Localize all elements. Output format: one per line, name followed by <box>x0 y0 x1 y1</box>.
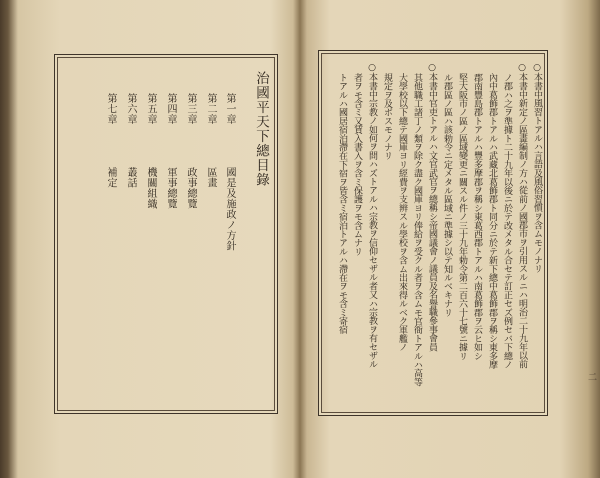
left-page-frame <box>54 54 278 414</box>
note-line: 堅大阪市ノ區ノ區域變更ニ關スル件ノ三十九年勅令第二百六十七號ニ據リ <box>457 73 467 361</box>
note-line: 郡南豐島郡トアルハ豐多摩郡ヲ稱シ東葛西郡トアルハ南葛飾郡ヲ云ヒ如シ <box>472 73 482 361</box>
chapter-number: 第四章 <box>165 93 176 125</box>
chapter-name: 補定 <box>105 167 116 188</box>
chapter-name: 叢話 <box>125 167 136 188</box>
note-line: 其他職工諸丁ノ類ヲ除ク盡ク國庫ヨリ俸給ヲ受クル者ヲ含ムモ官衙トアルハ高等 <box>412 73 422 387</box>
note-line: ○本書中風習トアルハ言語及風俗習慣ヲ含ムモノナリ <box>532 63 542 273</box>
note-line: 者ヲモ含ミ又賃入書入ヲ含ミ保護ヲモ含ムナリ <box>352 73 362 256</box>
chapter-name: 區畫 <box>205 167 216 188</box>
chapter-number: 第六章 <box>125 93 136 125</box>
toc-title: 治國平天下總目錄 <box>253 71 269 187</box>
note-line: トアルハ國居宿泊滯在下宿ヲ皆含ミ宿泊トアルハ滯在ヲモ含ミ寄宿 <box>337 73 347 335</box>
chapter-number: 第二章 <box>205 93 216 125</box>
chapter-number: 第五章 <box>145 93 156 125</box>
chapter-number: 第七章 <box>105 93 116 125</box>
note-line: ○本書中新定ノ區畫編制ノ方ハ從前ノ國郡市ヲ引用スルニハ明治二十九年以前 <box>517 63 527 369</box>
note-line: ○本書中官吏トアルハ文官武官ヲ總稱シ帝國議會ノ議員及名譽職參事會員 <box>427 63 437 352</box>
right-page <box>302 0 592 478</box>
note-line: ○本書中宗教ノ如何ヲ問ハズトアルハ宗教ヲ信仰セザル者又ハ宗教ヲ有セザル <box>367 63 377 369</box>
left-page <box>8 0 298 478</box>
chapter-name: 國是及施政ノ方針 <box>224 167 235 251</box>
note-line: 內中葛飾郡トアルハ武藏北葛飾郡ト同分ニ於テ新下總中葛飾郡ヲ稱シ東多摩 <box>487 73 497 369</box>
chapter-name: 政事總覽 <box>185 167 196 209</box>
right-page-frame <box>318 50 548 416</box>
note-line: 規定ヲ及ボスモノナリ <box>382 73 392 161</box>
chapter-number: 第三章 <box>185 93 196 125</box>
chapter-name: 軍事總覽 <box>165 167 176 209</box>
folio-number: 二 <box>586 372 596 381</box>
note-line: ル郡區ノ區ハ該勅令ニ定メタル區域ニ準據シ以テ知ルベキナリ <box>442 73 452 317</box>
chapter-name: 機關組織 <box>145 167 156 209</box>
note-line: 大學校以下總テ國庫ヨリ經費ヲ支辨スル學校ヲ含ム出來得ルベク軍艦ノ <box>397 73 407 352</box>
chapter-number: 第一章 <box>224 93 235 125</box>
note-line: ノ郡ハ之ヲ準據ト二十九年以後ニ於テ改メタル合セテ訂正セズ例セバ下總ノ <box>502 73 512 369</box>
